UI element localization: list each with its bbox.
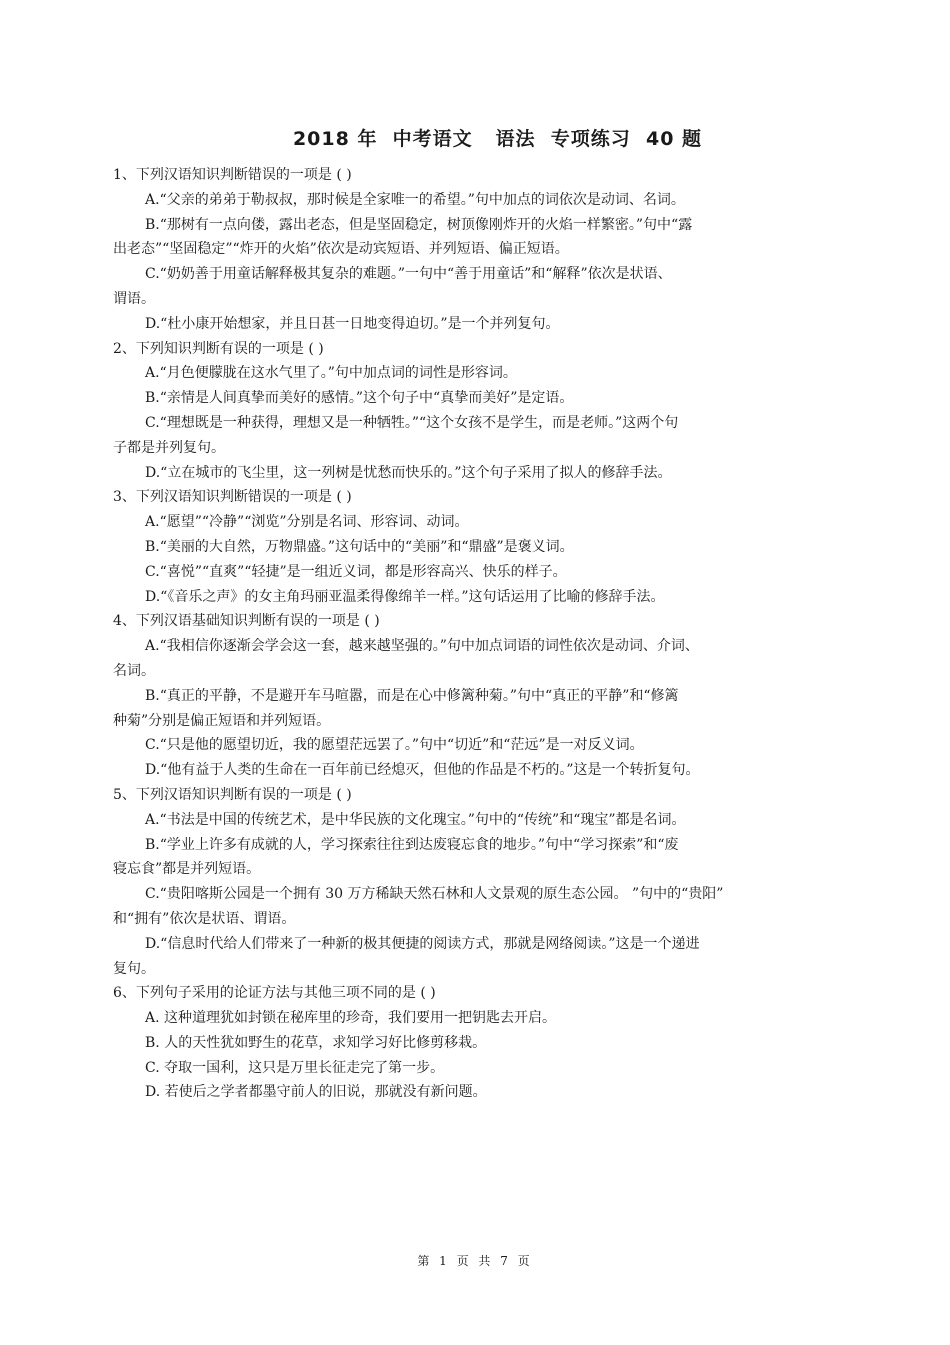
answer-option: C. 夺取一国利，这只是万里长征走完了第一步。 [145, 1059, 445, 1076]
question-stem: 3、下列汉语知识判断错误的一项是 ( ) [113, 489, 352, 506]
answer-option: D.“《音乐之声》的女主角玛丽亚温柔得像绵羊一样。”这句话运用了比喻的修辞手法。 [145, 588, 665, 605]
option-continuation: 和“拥有”依次是状语、谓语。 [113, 910, 296, 927]
answer-option: B. 人的天性犹如野生的花草，求知学习好比修剪移栽。 [145, 1034, 487, 1051]
question-stem: 5、下列汉语知识判断有误的一项是 ( ) [113, 786, 352, 803]
answer-option: D.“他有益于人类的生命在一百年前已经熄灭，但他的作品是不朽的。”这是一个转折复句。 [145, 762, 700, 779]
question-stem: 4、下列汉语基础知识判断有误的一项是 ( ) [113, 613, 380, 630]
answer-option: C.“喜悦”“直爽”“轻捷”是一组近义词，都是形容高兴、快乐的样子。 [145, 563, 567, 580]
option-continuation: 名词。 [113, 662, 155, 679]
page-title: 2018 年 中考语文 语法 专项练习 40 题 [292, 128, 703, 150]
answer-option: B.“亲情是人间真挚而美好的感情。”这个句子中“真挚而美好”是定语。 [145, 390, 574, 407]
answer-option: B.“学业上许多有成就的人，学习探索往往到达废寝忘食的地步。”句中“学习探索”和“废 [145, 836, 679, 853]
question-stem: 1、下列汉语知识判断错误的一项是 ( ) [113, 167, 352, 183]
answer-option: D.“信息时代给人们带来了一种新的极其便捷的阅读方式，那就是网络阅读。”这是一个递进 [145, 935, 700, 952]
page-footer: 第 1 页 共 7 页 [417, 1254, 533, 1268]
option-continuation: 种菊”分别是偏正短语和并列短语。 [113, 712, 331, 729]
answer-option: D. 若使后之学者都墨守前人的旧说，那就没有新问题。 [145, 1084, 487, 1101]
answer-option: C.“贵阳喀斯公园是一个拥有 30 万方稀缺天然石林和人文景观的原生态公园。 ”句中的“贵阳” [145, 886, 724, 903]
answer-option: A.“愿望”“冷静”“浏览”分别是名词、形容词、动词。 [145, 514, 469, 531]
answer-option: C.“理想既是一种获得，理想又是一种牺牲。”“这个女孩不是学生，而是老师。”这两个句 [145, 414, 679, 431]
answer-option: B.“那树有一点向偻，露出老态，但是坚固稳定，树顶像刚炸开的火焰一样繁密。”句中“露 [145, 216, 693, 233]
question-stem: 6、下列句子采用的论证方法与其他三项不同的是 ( ) [113, 985, 436, 1002]
answer-option: B.“真正的平静，不是避开车马喧嚣，而是在心中修篱种菊。”句中“真正的平静”和“修篱 [145, 687, 679, 704]
option-continuation: 谓语。 [113, 290, 155, 307]
answer-option: C.“奶奶善于用童话解释极其复杂的难题。”一句中“善于用童话”和“解释”依次是状语、 [145, 266, 672, 283]
question-list [113, 163, 853, 1105]
answer-option: D.“立在城市的飞尘里，这一列树是忧愁而快乐的。”这个句子采用了拟人的修辞手法。 [145, 464, 672, 481]
option-continuation: 子都是并列复句。 [113, 439, 225, 456]
answer-option: A.“月色便朦胧在这水气里了。”句中加点词的词性是形容词。 [145, 365, 517, 382]
answer-option: A.“父亲的弟弟于勒叔叔，那时候是全家唯一的希望。”句中加点的词依次是动词、名词。 [145, 191, 685, 208]
answer-option: A.“书法是中国的传统艺术，是中华民族的文化瑰宝。”句中的“传统”和“瑰宝”都是名词。 [145, 811, 686, 828]
answer-option: C.“只是他的愿望切近，我的愿望茫远罢了。”句中“切近”和“茫远”是一对反义词。 [145, 737, 644, 754]
question-stem: 2、下列知识判断有误的一项是 ( ) [113, 340, 324, 357]
answer-option: D.“杜小康开始想家，并且日甚一日地变得迫切。”是一个并列复句。 [145, 315, 560, 332]
option-continuation: 寝忘食”都是并列短语。 [113, 861, 261, 878]
option-continuation: 出老态”“坚固稳定”“炸开的火焰”依次是动宾短语、并列短语、偏正短语。 [113, 241, 569, 258]
answer-option: A. 这种道理犹如封锁在秘库里的珍奇，我们要用一把钥匙去开启。 [145, 1010, 557, 1027]
answer-option: A.“我相信你逐渐会学会这一套，越来越坚强的。”句中加点词语的词性依次是动词、介词、 [145, 638, 699, 655]
option-continuation: 复句。 [113, 960, 155, 977]
answer-option: B.“美丽的大自然，万物鼎盛。”这句话中的“美丽”和“鼎盛”是褒义词。 [145, 538, 574, 555]
